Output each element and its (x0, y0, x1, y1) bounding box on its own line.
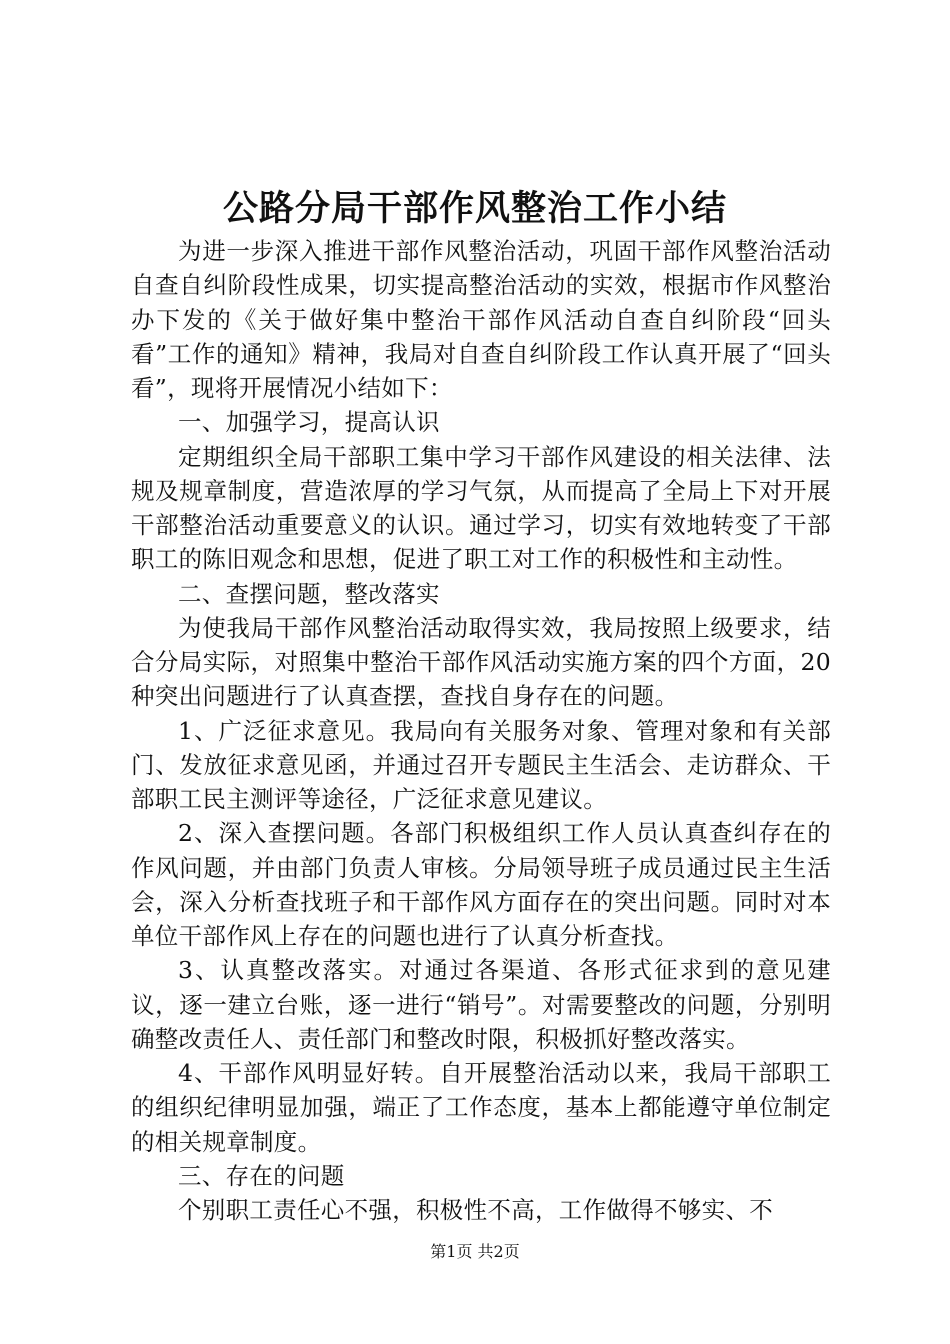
paragraph-item-3: 3、认真整改落实。对通过各渠道、各形式征求到的意见建议，逐一建立台账，逐一进行“销号”。对需要整改的问题，分别明确整改责任人、责任部门和整改时限，积极抓好整改落实。 (131, 956, 831, 1053)
page-footer: 第1页 共2页 (430, 1242, 520, 1261)
paragraph-intro: 为进一步深入推进干部作风整治活动，巩固干部作风整治活动自查自纠阶段性成果，切实提高整治活动的实效，根据市作风整治办下发的《关于做好集中整治干部作风活动自查自纠阶段“回头看”工作的通知》精神，我局对自查自纠阶段工作认真开展了“回头看”，现将开展情况小结如下： (131, 237, 831, 402)
section-heading-1: 一、加强学习，提高认识 (178, 408, 440, 437)
paragraph-item-1: 1、广泛征求意见。我局向有关服务对象、管理对象和有关部门、发放征求意见函，并通过召开专题民主生活会、走访群众、干部职工民主测评等途径，广泛征求意见建议。 (131, 716, 831, 813)
paragraph-study: 定期组织全局干部职工集中学习干部作风建设的相关法律、法规及规章制度，营造浓厚的学习气氛，从而提高了全局上下对开展干部整治活动重要意义的认识。通过学习，切实有效地转变了干部职工的陈旧观念和思想，促进了职工对工作的积极性和主动性。 (131, 442, 831, 574)
paragraph-problems: 个别职工责任心不强，积极性不高，工作做得不够实、不 (178, 1196, 773, 1224)
document-body (131, 234, 831, 1227)
paragraph-item-2: 2、深入查摆问题。各部门积极组织工作人员认真查纠存在的作风问题，并由部门负责人审核。分局领导班子成员通过民主生活会，深入分析查找班子和干部作风方面存在的突出问题。同时对本单位干部作风上存在的问题也进行了认真分析查找。 (131, 819, 831, 950)
document-title: 公路分局干部作风整治工作小结 (222, 188, 727, 229)
section-heading-2: 二、查摆问题，整改落实 (178, 579, 440, 608)
section-heading-3: 三、存在的问题 (178, 1161, 345, 1190)
paragraph-inspection: 为使我局干部作风整治活动取得实效，我局按照上级要求，结合分局实际，对照集中整治干部作风活动实施方案的四个方面，20种突出问题进行了认真查摆，查找自身存在的问题。 (131, 613, 831, 711)
paragraph-item-4: 4、干部作风明显好转。自开展整治活动以来，我局干部职工的组织纪律明显加强，端正了工作态度，基本上都能遵守单位制定的相关规章制度。 (131, 1059, 831, 1156)
